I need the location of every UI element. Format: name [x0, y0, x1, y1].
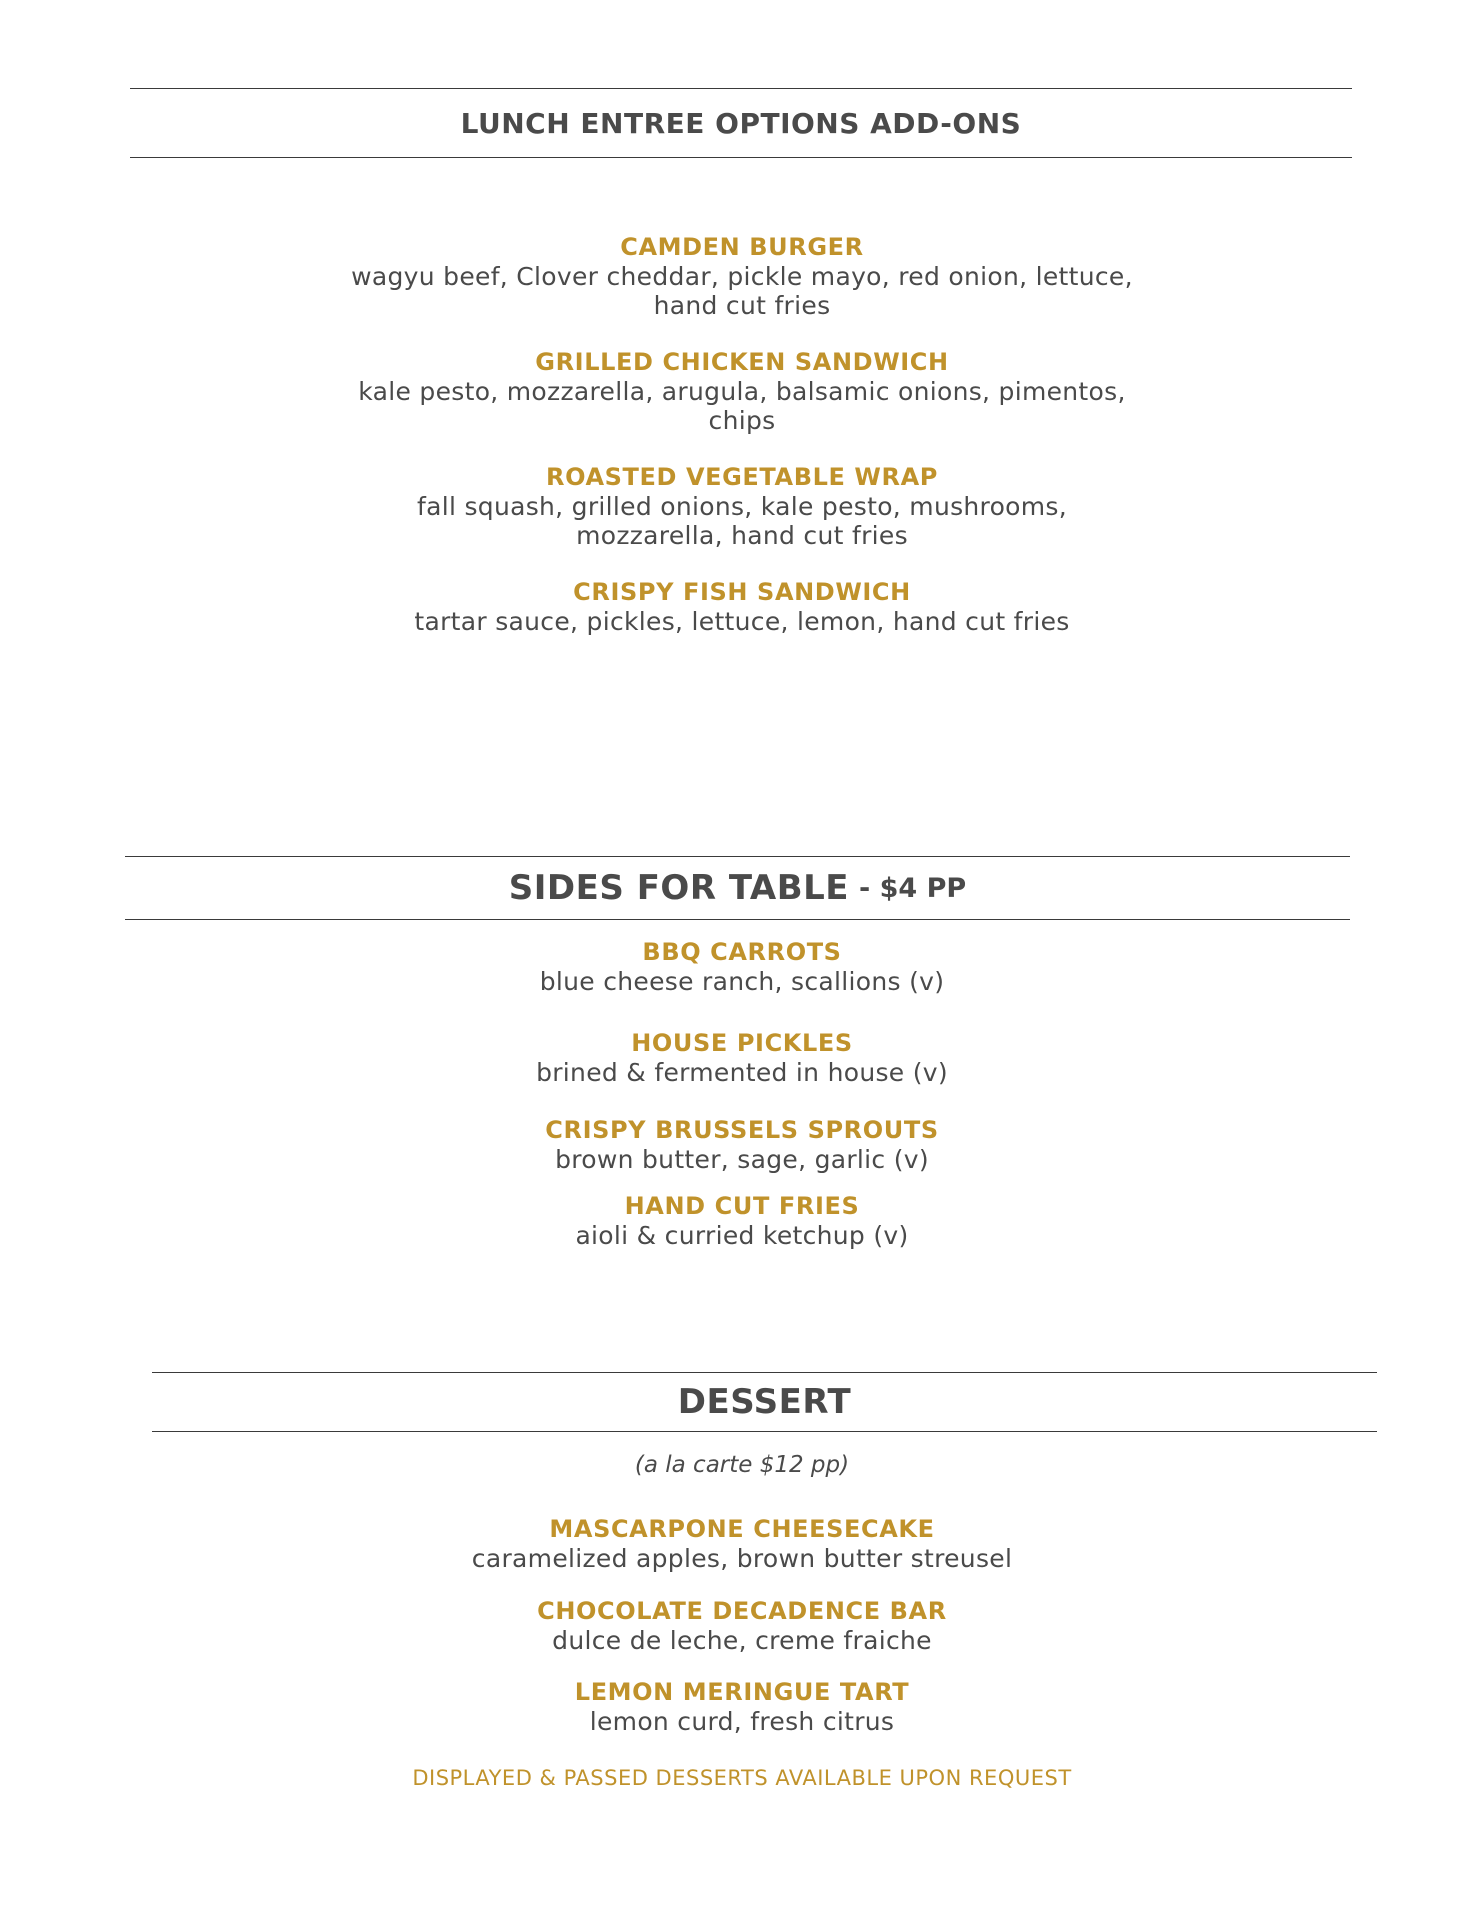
item-name: CHOCOLATE DECADENCE BAR [537, 1597, 947, 1625]
lunch-section-title: LUNCH ENTREE OPTIONS ADD-ONS [460, 106, 1022, 140]
item-name: CRISPY BRUSSELS SPROUTS [545, 1116, 939, 1144]
menu-item [0, 348, 1484, 435]
dessert-footer-note: DISPLAYED & PASSED DESSERTS AVAILABLE UPON REQUEST [412, 1766, 1072, 1790]
item-description: tartar sauce, pickles, lettuce, lemon, hand cut fries [414, 607, 1070, 636]
dessert-header [152, 1372, 1377, 1432]
dessert-price-note: (a la carte $12 pp) [634, 1452, 850, 1478]
item-name: GRILLED CHICKEN SANDWICH [535, 348, 949, 376]
item-description: dulce de leche, creme fraiche [552, 1626, 932, 1655]
menu-item [0, 938, 1484, 996]
item-name: CAMDEN BURGER [620, 233, 864, 261]
sides-price: - $4 PP [859, 872, 967, 904]
menu-item [0, 1515, 1484, 1573]
item-description: brined & fermented in house (v) [536, 1058, 948, 1087]
item-name: MASCARPONE CHEESECAKE [549, 1515, 935, 1543]
item-description: caramelized apples, brown butter streusel [471, 1544, 1013, 1573]
menu-item [0, 1678, 1484, 1736]
item-description: mozzarella, hand cut fries [576, 521, 908, 550]
item-description: brown butter, sage, garlic (v) [555, 1145, 929, 1174]
lunch-header [130, 88, 1352, 158]
sides-header [125, 856, 1350, 920]
menu-item [0, 233, 1484, 320]
dessert-section-title: DESSERT [677, 1382, 852, 1422]
item-name: HOUSE PICKLES [631, 1029, 853, 1057]
item-description: lemon curd, fresh citrus [589, 1707, 895, 1736]
item-description: wagyu beef, Clover cheddar, pickle mayo, red onion, lettuce, [351, 262, 1133, 291]
item-description: kale pesto, mozzarella, arugula, balsamic onions, pimentos, [358, 377, 1126, 406]
item-name: BBQ CARROTS [642, 938, 842, 966]
menu-item [0, 1029, 1484, 1087]
item-description: hand cut fries [653, 291, 831, 320]
item-description: fall squash, grilled onions, kale pesto, mushrooms, [416, 492, 1068, 521]
item-description: aioli & curried ketchup (v) [575, 1221, 909, 1250]
menu-item [0, 463, 1484, 550]
item-name: ROASTED VEGETABLE WRAP [546, 463, 938, 491]
sides-section-title: SIDES FOR TABLE [508, 868, 850, 908]
menu-item [0, 1597, 1484, 1655]
item-description: blue cheese ranch, scallions (v) [539, 967, 945, 996]
menu-item [0, 578, 1484, 636]
item-name: CRISPY FISH SANDWICH [573, 578, 911, 606]
item-name: HAND CUT FRIES [624, 1192, 860, 1220]
menu-item [0, 1192, 1484, 1250]
item-name: LEMON MERINGUE TART [574, 1678, 910, 1706]
item-description: chips [708, 406, 776, 435]
menu-item [0, 1116, 1484, 1174]
